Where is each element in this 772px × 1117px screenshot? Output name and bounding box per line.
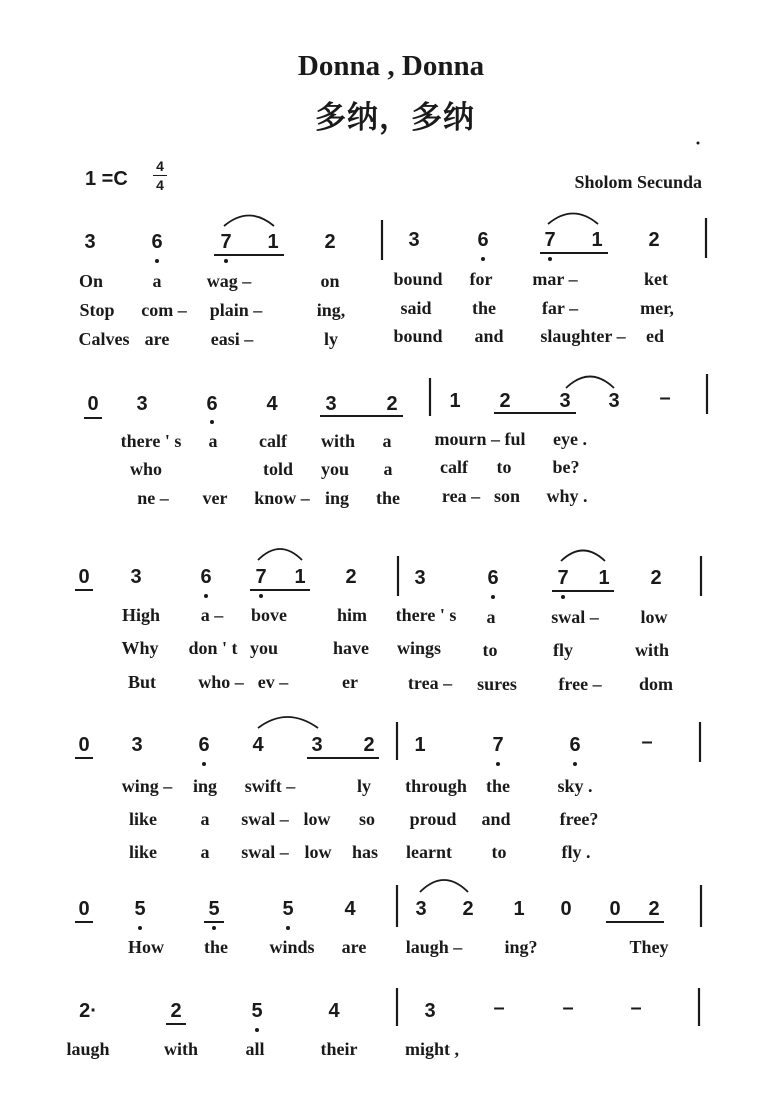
time-signature — [150, 158, 170, 193]
lyric: don ' t — [188, 638, 238, 658]
octave-dot — [491, 595, 495, 599]
lyric: bound — [393, 326, 443, 346]
lyric: swal – — [241, 809, 289, 829]
note: 3 — [408, 229, 420, 251]
lyric: like — [128, 842, 158, 862]
lyric: ly — [356, 776, 372, 796]
lyric: a — [383, 459, 393, 479]
octave-dot — [259, 594, 263, 598]
note: 7 — [492, 734, 504, 756]
note: 6 — [569, 734, 581, 756]
note: 2 — [648, 898, 660, 920]
time-signature-bottom: 4 — [156, 177, 164, 193]
lyric: easi – — [210, 329, 254, 349]
lyric: laugh – — [405, 937, 463, 957]
tie — [548, 214, 598, 225]
note: 7 — [557, 567, 569, 589]
note: 4 — [252, 734, 264, 756]
lyric: ing — [324, 488, 350, 508]
lyric: winds — [269, 937, 315, 957]
lyric: ing — [192, 776, 218, 796]
lyric: all — [245, 1039, 265, 1059]
note: 2 — [386, 393, 398, 415]
octave-dot — [561, 595, 565, 599]
lyric: the — [204, 937, 228, 957]
lyric: wing – — [121, 776, 173, 796]
lyric: fly — [553, 640, 573, 660]
lyric: plain – — [209, 300, 263, 320]
note: 3 — [131, 734, 143, 756]
lyric: be? — [552, 457, 580, 477]
note: 5 — [251, 1000, 263, 1022]
note: 0 — [78, 898, 90, 920]
note: 2 — [648, 229, 660, 251]
octave-dot — [573, 762, 577, 766]
note: 1 — [294, 566, 306, 588]
note: 3 — [311, 734, 323, 756]
lyric: low — [304, 842, 332, 862]
lyric: ket — [644, 269, 668, 289]
note: 0 — [78, 566, 90, 588]
lyric: mer, — [640, 298, 674, 318]
octave-dot — [255, 1028, 259, 1032]
note: 2 — [324, 231, 336, 253]
note: 1 — [449, 390, 461, 412]
lyric: might , — [405, 1039, 459, 1059]
tie — [224, 216, 274, 227]
lyric: mourn – ful — [434, 429, 526, 449]
composer-name: Sholom Secunda — [574, 172, 702, 192]
tie — [561, 551, 605, 562]
time-signature-bar — [153, 175, 167, 176]
lyric: ing? — [504, 937, 538, 957]
lyric: with — [320, 431, 356, 451]
lyric: swal – — [241, 842, 289, 862]
lyric: has — [351, 842, 379, 862]
lyric: ne – — [137, 488, 169, 508]
lyric: Calves — [78, 329, 130, 349]
lyric: are — [144, 329, 170, 349]
note: 1 — [513, 898, 525, 920]
lyric: ed — [646, 326, 664, 346]
tie — [258, 717, 318, 728]
lyric: low — [303, 809, 331, 829]
note: 2 — [345, 566, 357, 588]
lyric: like — [128, 809, 158, 829]
octave-dot — [212, 926, 216, 930]
lyric: a — [208, 431, 218, 451]
note: 2 — [650, 567, 662, 589]
note: 0 — [560, 898, 572, 920]
lyric: learnt — [406, 842, 452, 862]
note: 5 — [134, 898, 146, 920]
note: 6 — [200, 566, 212, 588]
note: 5 — [208, 898, 220, 920]
octave-dot — [496, 762, 500, 766]
note: 1 — [591, 229, 603, 251]
lyric: son — [493, 486, 521, 506]
lyric: sures — [477, 674, 517, 694]
lyric: him — [336, 605, 368, 625]
lyric: free? — [559, 809, 599, 829]
lyric: swal – — [551, 607, 599, 627]
note: 3 — [130, 566, 142, 588]
lyric: ing, — [316, 300, 346, 320]
note: – — [630, 997, 642, 1019]
lyric: trea – — [407, 673, 453, 693]
lyric: you — [320, 459, 350, 479]
lyric: Why — [121, 638, 159, 658]
note: 3 — [608, 390, 620, 412]
octave-dot — [548, 257, 552, 261]
lyric: through — [405, 776, 467, 796]
lyric: But — [127, 672, 157, 692]
note: 3 — [84, 231, 96, 253]
lyric: and — [474, 326, 504, 346]
lyric: said — [400, 298, 432, 318]
note: 6 — [206, 393, 218, 415]
lyric: bove — [251, 605, 287, 625]
note: 3 — [414, 567, 426, 589]
tie — [566, 377, 614, 389]
tie — [258, 549, 302, 560]
lyric: a — [382, 431, 392, 451]
note: 2 — [499, 390, 511, 412]
note: 3 — [415, 898, 427, 920]
lyric: to — [491, 842, 507, 862]
lyric: for — [469, 269, 493, 289]
lyric: ver — [202, 488, 228, 508]
lyric: bound — [393, 269, 443, 289]
lyric: their — [320, 1039, 358, 1059]
note: – — [493, 997, 505, 1019]
time-signature-top: 4 — [156, 158, 164, 174]
lyric: a – — [200, 605, 224, 625]
octave-dot — [224, 259, 228, 263]
lyric: dom — [638, 674, 674, 694]
lyric: a — [152, 271, 162, 291]
octave-dot — [286, 926, 290, 930]
note: 0 — [78, 734, 90, 756]
lyric: far – — [541, 298, 579, 318]
lyric: the — [376, 488, 400, 508]
lyric: so — [358, 809, 376, 829]
note: 6 — [198, 734, 210, 756]
note: 2 — [170, 1000, 182, 1022]
octave-dot — [204, 594, 208, 598]
note: 3 — [559, 390, 571, 412]
note: 3 — [424, 1000, 436, 1022]
note: 7 — [220, 231, 232, 253]
lyric: Stop — [79, 300, 115, 320]
lyric: sky . — [557, 776, 593, 796]
lyric: with — [634, 640, 670, 660]
song-title-chinese: 多纳，多纳 — [315, 100, 475, 136]
lyric: On — [78, 271, 104, 291]
lyric: swift – — [244, 776, 296, 796]
lyric: a — [486, 607, 496, 627]
note: 1 — [414, 734, 426, 756]
lyric: are — [341, 937, 367, 957]
lyric: there ' s — [395, 605, 457, 625]
lyric: fly . — [561, 842, 591, 862]
lyric: low — [640, 607, 668, 627]
note: 2· — [79, 1000, 97, 1022]
lyric: there ' s — [120, 431, 182, 451]
note: 4 — [328, 1000, 340, 1022]
lyric: wings — [396, 638, 442, 658]
lyric: have — [333, 638, 369, 658]
note: 1 — [267, 231, 279, 253]
tie — [420, 880, 468, 892]
lyric: slaughter – — [540, 326, 626, 346]
octave-dot — [481, 257, 485, 261]
note: – — [562, 997, 574, 1019]
note: 4 — [344, 898, 356, 920]
note: 6 — [151, 231, 163, 253]
lyric: com – — [141, 300, 187, 320]
lyric: a — [200, 809, 210, 829]
lyric: to — [482, 640, 498, 660]
note: 4 — [266, 393, 278, 415]
note: 6 — [477, 229, 489, 251]
note: 0 — [87, 393, 99, 415]
lyric: calf — [440, 457, 468, 477]
note: 2 — [462, 898, 474, 920]
note: – — [659, 387, 671, 409]
note: 7 — [255, 566, 267, 588]
lyric: rea – — [441, 486, 481, 506]
lyric: They — [629, 937, 669, 957]
lyric: wag – — [206, 271, 252, 291]
lyric: How — [128, 937, 164, 957]
lyric: you — [249, 638, 279, 658]
note: 6 — [487, 567, 499, 589]
lyric: told — [262, 459, 294, 479]
note: 1 — [598, 567, 610, 589]
octave-dot — [155, 259, 159, 263]
lyric: ev – — [257, 672, 289, 692]
lyric: er — [342, 672, 358, 692]
lyric: on — [320, 271, 340, 291]
lyric: calf — [259, 431, 287, 451]
lyric: the — [472, 298, 496, 318]
lyric: who — [129, 459, 163, 479]
lyric: who – — [198, 672, 244, 692]
lyric: know – — [254, 488, 310, 508]
note: 5 — [282, 898, 294, 920]
octave-dot — [202, 762, 206, 766]
note: 2 — [363, 734, 375, 756]
lyric: mar – — [532, 269, 578, 289]
lyric: a — [200, 842, 210, 862]
print-speck — [697, 142, 700, 145]
lyric: the — [486, 776, 510, 796]
note: 3 — [136, 393, 148, 415]
lyric: and — [481, 809, 511, 829]
key-signature: 1 =C — [85, 168, 128, 190]
note: 7 — [544, 229, 556, 251]
note: 0 — [609, 898, 621, 920]
lyric: with — [163, 1039, 199, 1059]
octave-dot — [138, 926, 142, 930]
lyric: laugh — [66, 1039, 110, 1059]
lyric: High — [121, 605, 161, 625]
lyric: free – — [558, 674, 602, 694]
lyric: proud — [409, 809, 457, 829]
note: 3 — [325, 393, 337, 415]
lyric: ly — [323, 329, 339, 349]
note: – — [641, 731, 653, 753]
song-title: Donna , Donna — [297, 50, 485, 82]
lyric: to — [496, 457, 512, 477]
lyric: why . — [546, 486, 588, 506]
octave-dot — [210, 420, 214, 424]
lyric: eye . — [553, 429, 587, 449]
